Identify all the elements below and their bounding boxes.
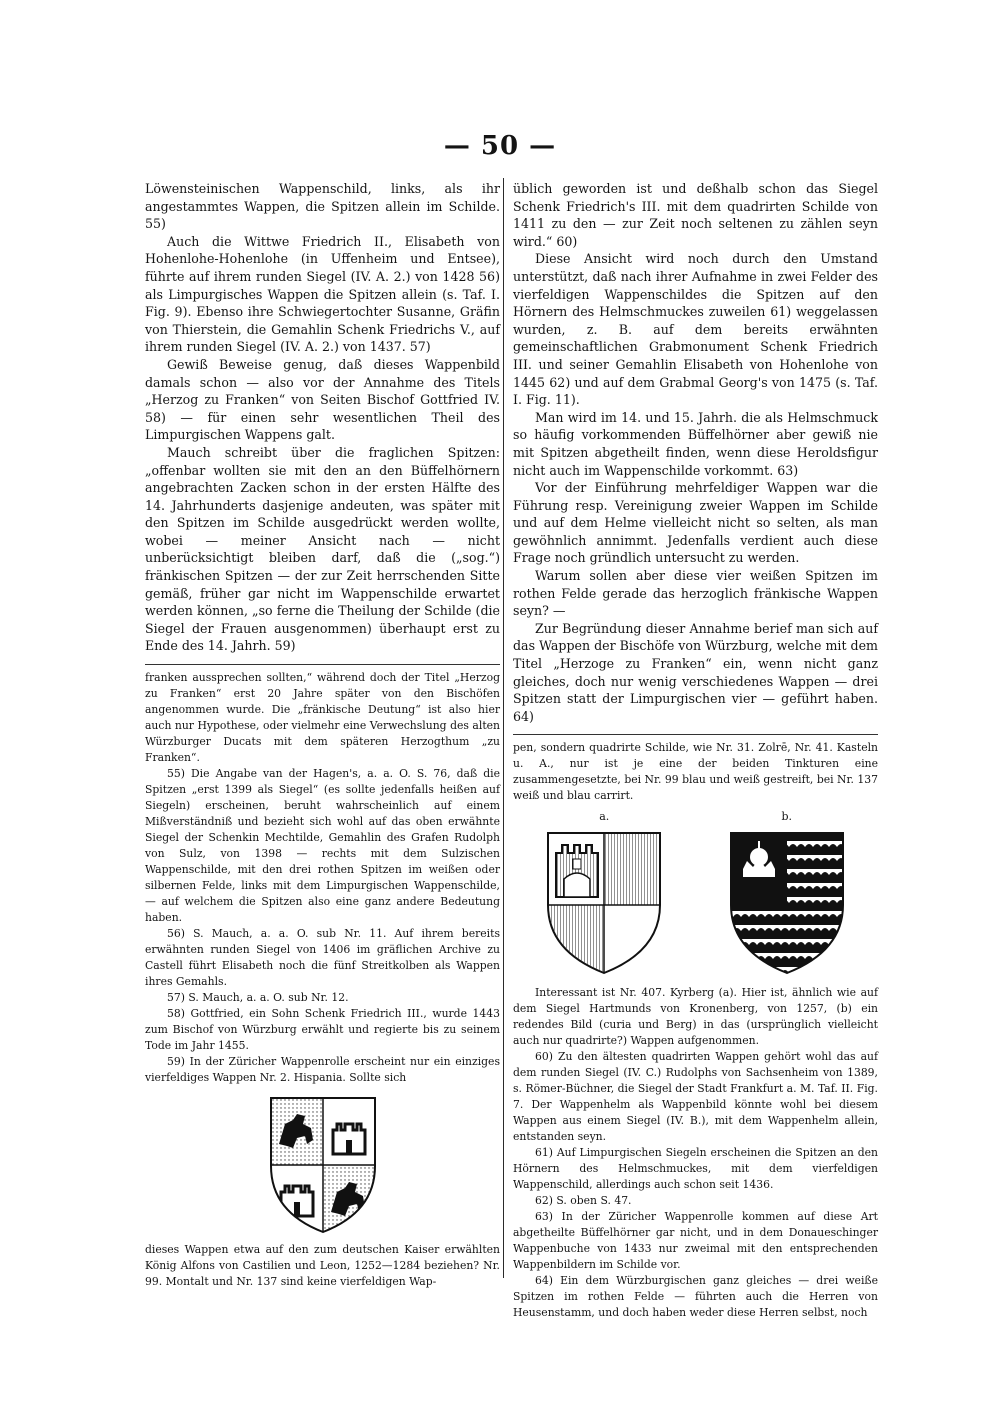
footnote-rule [513, 734, 878, 735]
figure-a [542, 810, 666, 977]
left-column [145, 180, 500, 1290]
footnote: Interessant ist Nr. 407. Kyrberg (a). Hier ist, ähnlich wie auf dem Siegel Hartmunds von Kronenberg, von 1257, (b) ein redendes Bild (curia und Berg) in das (ursprünglich vielleicht auch nur quadrirte?) Wappen aufgenommen. [513, 986, 878, 1048]
footnote: 55) Die Angabe van der Hagen's, a. a. O. S. 76, daß die Spitzen „erst 1399 als Siegel“ (es sollte jedenfalls heißen auf Siegeln) erscheinen, beruht wahrscheinlich auf einem Mißverständniß und bezieht sich wohl auf das oben erwähnte Siegel der Schenkin Mechtilde, Gemahlin des Grafen Rudolph von Sulz, von 1398 — rechts mit dem Sulzischen Wappenschilde, mit den drei rothen Spitzen im weißen oder silbernen Felde, links mit dem Limpurgischen Wappenschilde, — auf welchem die Spitzen also eine ganz andere Bedeutung haben. [145, 767, 500, 925]
footnote: 64) Ein dem Würzburgischen ganz gleiches — drei weiße Spitzen im rothen Felde — führten auch die Herren von Heusenstamm, und doch haben weder diese Herren selbst, noch [513, 1274, 878, 1320]
column-divider [503, 178, 504, 1278]
footnote: 61) Auf Limpurgischen Siegeln erscheinen die Spitzen an den Hörnern des Helmschmuckes, mit dem vierfeldigen Wappenschild, allerdings auch schon seit 1436. [513, 1146, 878, 1192]
footnote: franken aussprechen sollten,“ während doch der Titel „Herzog zu Franken“ erst 20 Jahre später von den Bischöfen angenommen wurde. Die „fränkische Deutung“ ist also hier auch nur Hypothese, oder vielmehr eine Verwechslung des alten Würzburger Ducats mit dem späteren Herzogthum „zu Franken“. [145, 671, 500, 765]
footnote: 63) In der Züricher Wappenrolle kommen auf diese Art abgetheilte Büffelhörner gar nicht, und in dem Donaueschinger Wappenbuche von 1433 nur zweimal mit den entsprechenden Wappenbildern im Schilde vor. [513, 1210, 878, 1272]
page-number: — 50 — [443, 131, 557, 161]
paragraph: Auch die Wittwe Friedrich II., Elisabeth von Hohenlohe-Hohenlohe (in Uffenheim und Entsee), führte auf ihrem runden Siegel (IV. A. 2.) von 1428 56) als Limpurgisches Wappen die Spitzen allein (s. Taf. I. Fig. 9). Ebenso ihre Schwiegertochter Susanne, Gräfin von Thierstein, die Gemahlin Schenk Friedrichs V., auf ihrem runden Siegel (IV. A. 2.) von 1437. 57) [145, 233, 500, 355]
footnote: 57) S. Mauch, a. a. O. sub Nr. 12. [167, 991, 349, 1005]
paragraph: Löwensteinischen Wappenschild, links, als ihr angestammtes Wappen, die Spitzen allein im Schilde. 55) [145, 181, 500, 232]
figure-label-a: a. [599, 810, 610, 824]
paragraph: Mauch schreibt über die fraglichen Spitzen: „offenbar wollten sie mit den an den Büffelhörnern angebrachten Zacken schon in der ersten Hälfte des 14. Jahrhunderts dasjenige andeuten, was später mit den Spitzen im Schilde ausgedrückt werden wollte, wobei — meiner Ansicht nach — nicht unberücksichtigt bleiben darf, daß die („sog.“) fränkischen Spitzen — der zur Zeit herrschenden Sitte gemäß, früher gar nicht im Wappenschilde erwartet werden können, „so ferne die Theilung der Schilde (die Siegel der Frauen ausgenommen) überhaupt erst zu Ende des 14. Jahrh. 59) [145, 444, 500, 654]
footnote: 58) Gottfried, ein Sohn Schenk Friedrich III., wurde 1443 zum Bischof von Würzburg erwählt und regierte bis zu seinem Tode im Jahr 1455. [145, 1007, 500, 1053]
footnote-continuation: dieses Wappen etwa auf den zum deutschen Kaiser erwählten König Alfons von Castilien und Leon, 1252—1284 beziehen? Nr. 99. Montalt und Nr. 137 sind keine vierfeldigen Wap- [145, 1243, 500, 1289]
paragraph: Gewiß Beweise genug, daß dieses Wappenbild damals schon — also vor der Annahme des Titels „Herzog zu Franken“ von Seiten Bischof Gottfried IV. 58) — für einen sehr wesentlichen Theil des Limpurgischen Wappens galt. [145, 356, 500, 443]
footnote: 60) Zu den ältesten quadrirten Wappen gehört wohl das auf dem runden Siegel (IV. C.) Rudolphs von Sachsenheim von 1389, s. Römer-Büchner, die Siegel der Stadt Frankfurt a. M. Taf. II. Fig. 7. Der Wappenhelm als Wappenbild könnte wohl bei diesem Wappen aus einem Siegel (IV. B.), mit dem Wappenhelm allein, entstanden seyn. [513, 1050, 878, 1144]
paragraph: Man wird im 14. und 15. Jahrh. die als Helmschmuck so häufig vorkommenden Büffelhörner aber gewiß nie mit Spitzen abgetheilt finden, wenn diese Heroldsfigur nicht auch im Wappenschilde vorkommt. 63) [513, 409, 878, 478]
paragraph: Warum sollen aber diese vier weißen Spitzen im rothen Felde gerade das herzoglich fränkische Wappen seyn? — [513, 568, 878, 619]
footnote: 59) In der Züricher Wappenrolle erscheint nur ein einziges vierfeldiges Wappen Nr. 2. Hispania. Sollte sich [145, 1055, 500, 1085]
figure-hispania-shield [145, 1094, 500, 1236]
figure-b [725, 810, 849, 977]
paragraph: Zur Begründung dieser Annahme berief man sich auf das Wappen der Bischöfe von Würzburg, welche mit dem Titel „Herzoge zu Franken“ ein, wenn nicht ganz gleiches, doch nur wenig verschiedenes Wappen — drei Spitzen statt der Limpurgischen vier — geführt haben. 64) [513, 620, 878, 724]
footnote-rule [145, 664, 500, 665]
footnote: 62) S. oben S. 47. [535, 1194, 632, 1208]
figure-label-b: b. [781, 810, 793, 824]
figure-row-shields [513, 810, 878, 977]
right-column [513, 180, 878, 1321]
paragraph: Diese Ansicht wird noch durch den Umstand unterstützt, daß nach ihrer Aufnahme in zwei Felder des vierfeldigen Wappenschildes die Spitzen auf den Hörnern des Helmschmuckes zuweilen 61) weggelassen wurden, z. B. auf dem bereits erwähnten gemeinschaftlichen Grabmonument Schenk Friedrich III. und seiner Gemahlin Elisabeth von Hohenlohe von 1445 62) und auf dem Grabmal Georg's von 1475 (s. Taf. I. Fig. 11). [513, 251, 878, 408]
kronenberg-shield-icon [725, 827, 849, 977]
paragraph: üblich geworden ist und deßhalb schon das Siegel Schenk Friedrich's III. mit dem quadrirten Schilde von 1411 zu den — zur Zeit noch seltenen zu zählen seyn wird.“ 60) [513, 181, 878, 249]
footnote: 56) S. Mauch, a. a. O. sub Nr. 11. Auf ihrem bereits erwähnten runden Siegel von 1406 im gräflichen Archive zu Castell führt Elisabeth noch die fünf Streitkolben als Wappen ihres Gemahls. [145, 927, 500, 989]
footnote-continuation: pen, sondern quadrirte Schilde, wie Nr. 31. Zolrē, Nr. 41. Kasteln u. A., nur ist je eine der beiden Tinkturen eine zusammengesetzte, bei Nr. 99 blau und weiß gestreift, bei Nr. 137 weiß und blau carrirt. [513, 741, 878, 803]
paragraph: Vor der Einführung mehrfeldiger Wappen war die Führung resp. Vereinigung zweier Wappen im Schilde und auf dem Helme vielleicht nicht so selten, als man gewöhnlich annimmt. Jedenfalls verdient auch diese Frage noch gründlich untersucht zu werden. [513, 480, 878, 566]
kyrberg-shield-icon [542, 827, 666, 977]
quartered-shield-lions-castles-icon [267, 1094, 379, 1236]
